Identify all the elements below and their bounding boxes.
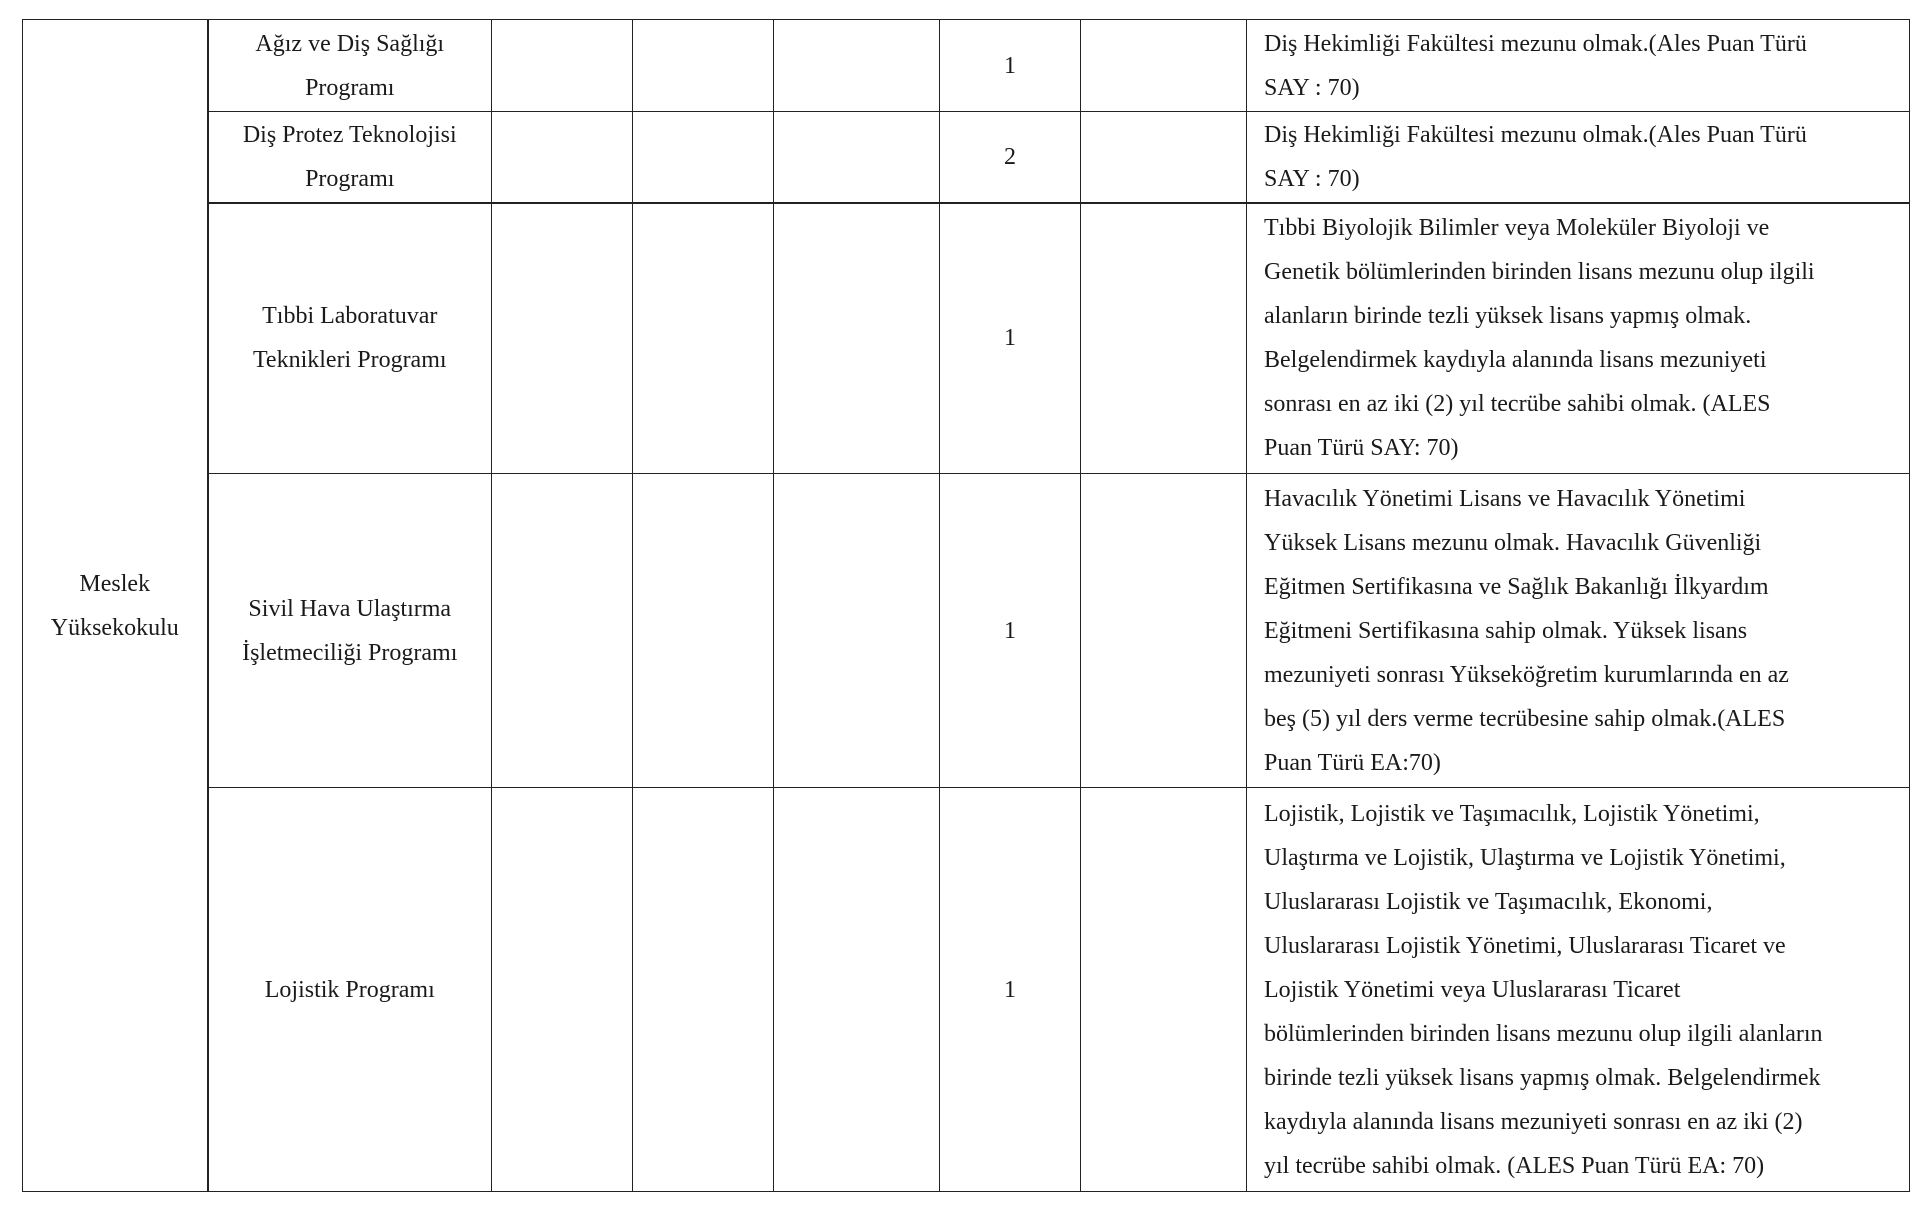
program-name-cell [208, 20, 492, 112]
unit-name-line: Meslek [79, 570, 151, 597]
program-name-line: Programı [305, 165, 395, 192]
requirements-cell [1247, 474, 1910, 788]
unit-name-cell [23, 20, 208, 1192]
program-name-line: Ağız ve Diş Sağlığı [255, 30, 445, 57]
program-name-line: Diş Protez Teknolojisi [242, 121, 457, 148]
program-name-line: Programı [305, 74, 395, 101]
program-name-cell [208, 203, 492, 474]
position-count-cell: 2 [940, 112, 1081, 203]
empty-cell [633, 20, 774, 112]
empty-cell [774, 788, 940, 1192]
table-row [23, 20, 1910, 112]
requirement-line: Ulaştırma ve Lojistik, Ulaştırma ve Lojistik Yönetimi, [1264, 844, 1786, 871]
empty-cell [633, 112, 774, 203]
program-name-cell [208, 474, 492, 788]
program-name-cell [208, 788, 492, 1192]
table-row [23, 788, 1910, 1192]
requirement-line: bölümlerinden birinden lisans mezunu olup ilgili alanların [1264, 1020, 1823, 1047]
position-count-cell: 1 [940, 788, 1081, 1192]
program-name-line: İşletmeciliği Programı [242, 639, 458, 666]
program-name-cell [208, 112, 492, 203]
table-row [23, 112, 1910, 203]
position-count-cell: 1 [940, 474, 1081, 788]
requirement-line: Eğitmeni Sertifikasına sahip olmak. Yüksek lisans [1264, 617, 1748, 644]
requirements-cell [1247, 788, 1910, 1192]
requirement-line: sonrası en az iki (2) yıl tecrübe sahibi olmak. (ALES [1264, 391, 1771, 418]
empty-cell [774, 474, 940, 788]
requirement-line: SAY : 70) [1264, 165, 1360, 192]
program-name-line: Tıbbi Laboratuvar [262, 303, 438, 330]
requirements-cell [1247, 112, 1910, 203]
program-name-line: Sivil Hava Ulaştırma [248, 595, 452, 622]
empty-cell [774, 112, 940, 203]
program-name-line: Lojistik Programı [264, 976, 435, 1003]
empty-cell [1081, 112, 1247, 203]
empty-cell [633, 203, 774, 474]
requirement-line: Genetik bölümlerinden birinden lisans mezunu olup ilgili [1264, 259, 1815, 286]
requirement-line: mezuniyeti sonrası Yükseköğretim kurumlarında en az [1264, 661, 1789, 688]
empty-cell [1081, 474, 1247, 788]
requirements-cell [1247, 203, 1910, 474]
table-row [23, 474, 1910, 788]
empty-cell [1081, 203, 1247, 474]
empty-cell [1081, 20, 1247, 112]
requirement-line: Diş Hekimliği Fakültesi mezunu olmak.(Ales Puan Türü [1264, 121, 1807, 148]
table-row [23, 203, 1910, 474]
requirement-line: Eğitmen Sertifikasına ve Sağlık Bakanlığı İlkyardım [1264, 573, 1769, 600]
empty-cell [633, 474, 774, 788]
requirement-line: Lojistik Yönetimi veya Uluslararası Ticaret [1264, 976, 1681, 1003]
program-name-line: Teknikleri Programı [252, 347, 447, 374]
requirement-line: Uluslararası Lojistik ve Taşımacılık, Ekonomi, [1264, 888, 1713, 915]
requirement-line: Diş Hekimliği Fakültesi mezunu olmak.(Ales Puan Türü [1264, 30, 1807, 57]
requirement-line: Belgelendirmek kaydıyla alanında lisans mezuniyeti [1264, 347, 1767, 374]
empty-cell [492, 474, 633, 788]
empty-cell [492, 203, 633, 474]
requirement-line: Uluslararası Lojistik Yönetimi, Uluslararası Ticaret ve [1264, 932, 1786, 959]
position-count-cell: 1 [940, 203, 1081, 474]
unit-name-line: Yüksekokulu [50, 614, 179, 641]
empty-cell [1081, 788, 1247, 1192]
empty-cell [492, 788, 633, 1192]
empty-cell [774, 203, 940, 474]
requirement-line: alanların birinde tezli yüksek lisans yapmış olmak. [1264, 303, 1752, 330]
empty-cell [774, 20, 940, 112]
requirement-line: Puan Türü EA:70) [1264, 749, 1441, 776]
requirement-line: Havacılık Yönetimi Lisans ve Havacılık Yönetimi [1264, 485, 1746, 512]
position-count-cell: 1 [940, 20, 1081, 112]
requirement-line: Puan Türü SAY: 70) [1264, 435, 1459, 462]
requirement-line: yıl tecrübe sahibi olmak. (ALES Puan Türü EA: 70) [1264, 1152, 1765, 1179]
requirement-line: Yüksek Lisans mezunu olmak. Havacılık Güvenliği [1264, 529, 1762, 556]
empty-cell [492, 20, 633, 112]
requirement-line: Lojistik, Lojistik ve Taşımacılık, Lojistik Yönetimi, [1264, 800, 1760, 827]
requirement-line: kaydıyla alanında lisans mezuniyeti sonrası en az iki (2) [1264, 1108, 1803, 1135]
requirement-line: SAY : 70) [1264, 74, 1360, 101]
table-body [23, 20, 1910, 1192]
requirement-line: beş (5) yıl ders verme tecrübesine sahip olmak.(ALES [1264, 705, 1786, 732]
requirement-line: Tıbbi Biyolojik Bilimler veya Moleküler Biyoloji ve [1264, 215, 1770, 242]
empty-cell [633, 788, 774, 1192]
requirements-cell [1247, 20, 1910, 112]
empty-cell [492, 112, 633, 203]
requirement-line: birinde tezli yüksek lisans yapmış olmak. Belgelendirmek [1264, 1064, 1821, 1091]
staff-requirements-table [22, 19, 1910, 1192]
